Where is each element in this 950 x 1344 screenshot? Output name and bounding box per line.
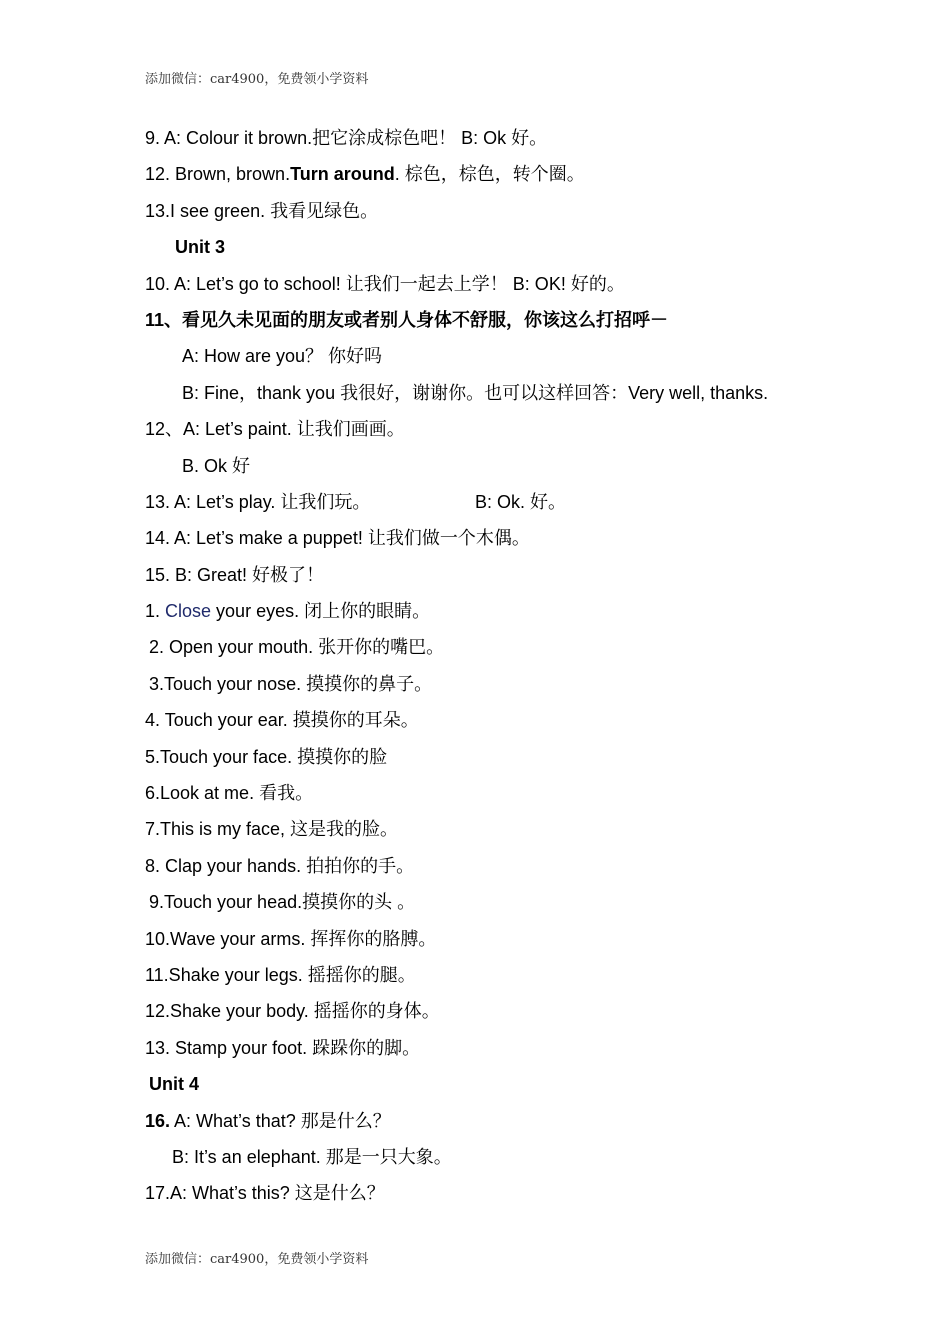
text-segment: 2. Open your mouth. 张开你的嘴巴。 [149, 637, 445, 658]
text-segment: 9.Touch your head.摸摸你的头 。 [149, 892, 416, 913]
text-line [0, 739, 950, 775]
page-footer: 添加微信：car4900，免费领小学资料 [145, 1252, 369, 1267]
text-segment: 12. Brown, brown. [145, 164, 291, 185]
document-body [0, 120, 950, 1212]
text-segment: B: Ok. 好。 [475, 491, 567, 512]
text-line [0, 666, 950, 702]
text-line [0, 338, 950, 374]
page-header: 添加微信：car4900，免费领小学资料 [145, 72, 369, 87]
text-line [0, 156, 950, 192]
text-segment: Unit 3 [175, 237, 226, 258]
text-line [0, 229, 950, 265]
text-line [0, 993, 950, 1029]
text-line [0, 302, 950, 338]
text-segment: 6.Look at me. 看我。 [145, 783, 314, 804]
text-segment: 15. B: Great! 好极了！ [145, 564, 325, 585]
text-line [0, 1175, 950, 1211]
text-segment: 12.Shake your body. 摇摇你的身体。 [145, 1001, 440, 1022]
text-segment: 13. A: Let’s play. 让我们玩。 [145, 491, 371, 512]
text-line [0, 811, 950, 847]
text-line [0, 484, 950, 520]
text-segment: Turn around [290, 164, 395, 185]
text-line [0, 775, 950, 811]
text-segment: 17.A: What’s this? 这是什么？ [145, 1183, 385, 1204]
text-line [0, 557, 950, 593]
text-segment: Close [165, 601, 212, 622]
text-segment: 1. [145, 601, 166, 622]
text-segment: 7.This is my face, 这是我的脸。 [145, 819, 399, 840]
text-segment: 5.Touch your face. 摸摸你的脸 [145, 746, 388, 767]
text-segment: 12、A: Let’s paint. 让我们画画。 [145, 419, 405, 440]
text-segment: 11.Shake your legs. 摇摇你的腿。 [145, 964, 416, 985]
text-segment: B. Ok 好 [182, 455, 251, 476]
text-line [0, 593, 950, 629]
text-segment: 8. Clap your hands. 拍拍你的手。 [145, 855, 415, 876]
text-line [0, 629, 950, 665]
text-line [0, 266, 950, 302]
text-segment: 3.Touch your nose. 摸摸你的鼻子。 [149, 673, 433, 694]
text-segment: A: What’s that? 那是什么？ [170, 1110, 391, 1131]
text-segment: 9. A: Colour it brown.把它涂成棕色吧！ B: Ok 好。 [145, 128, 548, 148]
text-line [0, 921, 950, 957]
text-segment: 13. Stamp your foot. 跺跺你的脚。 [145, 1037, 421, 1058]
text-line [0, 375, 950, 411]
text-line [0, 411, 950, 447]
text-segment: B: It’s an elephant. 那是一只大象。 [172, 1146, 452, 1167]
text-segment: A: How are you？ 你好吗 [182, 346, 383, 367]
text-segment: 11、看见久未见面的朋友或者别人身体不舒服，你该这么打招呼－ [145, 309, 669, 330]
text-line [0, 448, 950, 484]
text-segment: 10. A: Let’s go to school! 让我们一起去上学！ B: OK! 好的。 [145, 273, 625, 294]
text-segment: 16. [145, 1110, 171, 1131]
text-segment: 10.Wave your arms. 挥挥你的胳膊。 [145, 928, 437, 949]
text-line [0, 884, 950, 920]
text-segment: B: Fine，thank you 我很好，谢谢你。也可以这样回答：Very well, thanks. [182, 382, 769, 403]
text-line [0, 1139, 950, 1175]
text-segment: Unit 4 [149, 1074, 200, 1095]
text-line [0, 1103, 950, 1139]
text-segment: 4. Touch your ear. 摸摸你的耳朵。 [145, 710, 419, 731]
text-segment: . 棕色，棕色，转个圈。 [394, 164, 585, 185]
text-segment: your eyes. 闭上你的眼睛。 [211, 601, 431, 622]
text-line [0, 1030, 950, 1066]
text-line [0, 120, 950, 156]
text-line [0, 957, 950, 993]
text-line [0, 193, 950, 229]
text-segment: 13.I see green. 我看见绿色。 [145, 200, 379, 221]
text-line [0, 520, 950, 556]
text-segment: 14. A: Let’s make a puppet! 让我们做一个木偶。 [145, 528, 530, 549]
text-line [0, 702, 950, 738]
text-line [0, 848, 950, 884]
text-line [0, 1066, 950, 1102]
